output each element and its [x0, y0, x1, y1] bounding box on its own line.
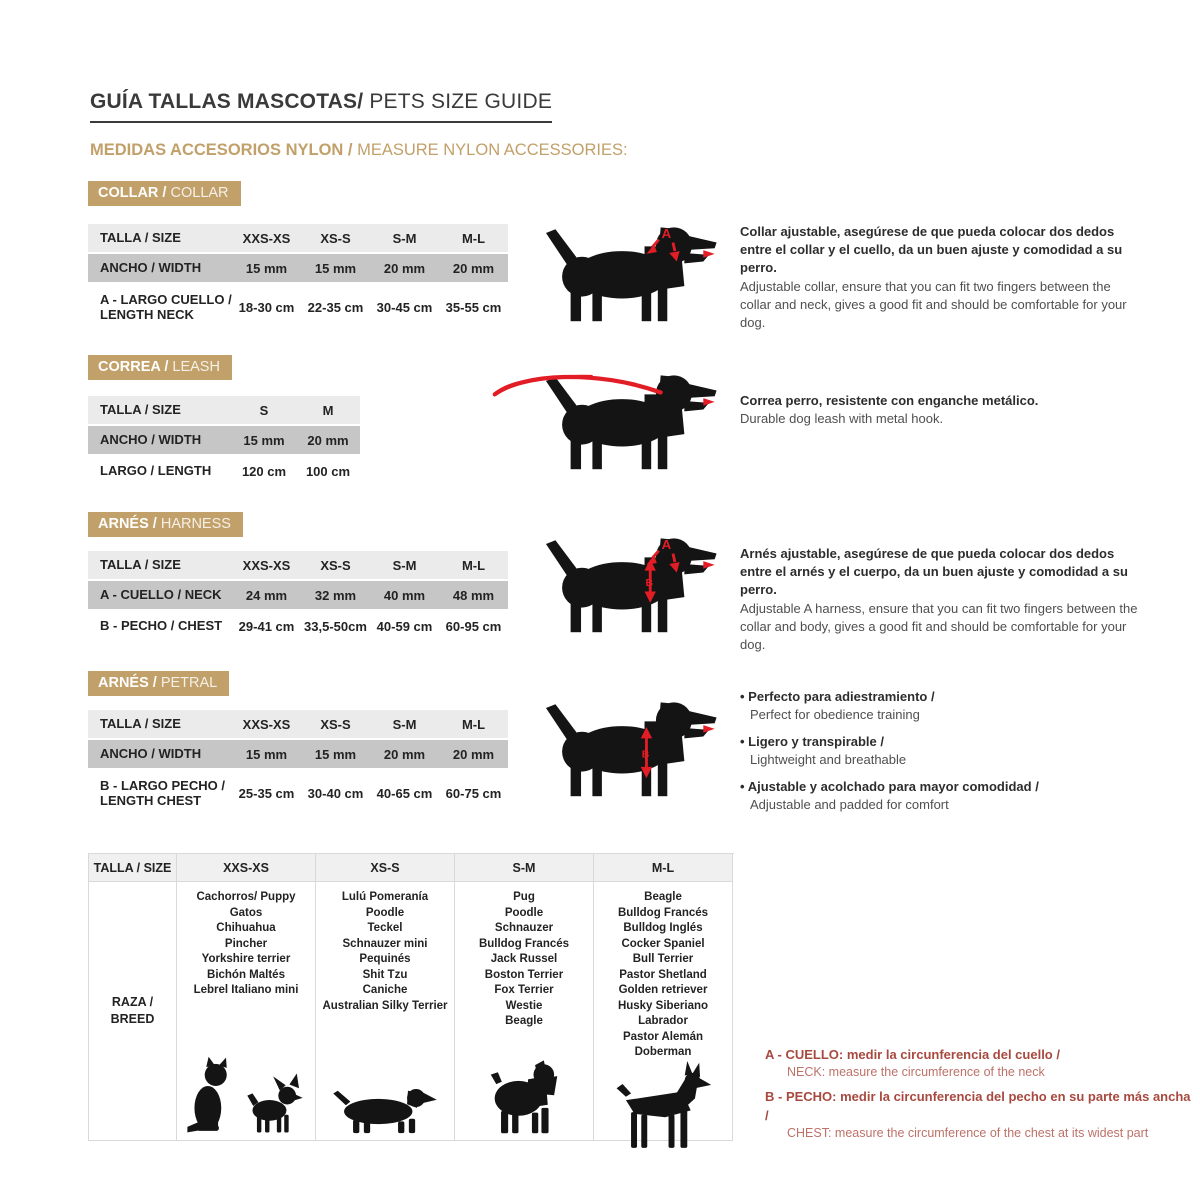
column-header: TALLA / SIZE — [100, 557, 181, 573]
silhouette-group — [333, 1080, 437, 1134]
breed-list — [322, 890, 447, 1014]
column-header: TALLA / SIZE — [100, 716, 181, 732]
leash-table-header-row — [88, 396, 360, 426]
collar-badge-en: COLLAR — [170, 185, 229, 201]
dog-petral-measure-icon — [488, 691, 730, 800]
chihuahua-silhouette-icon — [244, 1072, 306, 1134]
neck-measure-a-label: A — [661, 536, 672, 552]
leash-length-row — [88, 456, 360, 488]
collar-desc-es: Collar ajustable, asegúrese de que pueda colocar dos dedos entre el collar y el cuello, da un buen ajuste y comodidad a su perro. — [740, 224, 1123, 276]
feature-es: • Ajustable y acolchado para mayor comodidad / — [740, 778, 1160, 796]
table-value: 33,5-50cm — [304, 618, 367, 634]
row-label: ANCHO / WIDTH — [100, 260, 202, 276]
breed-item: Cachorros/ Puppy — [196, 891, 296, 903]
breed-item: Jack Russel — [490, 953, 558, 966]
page-subtitle — [90, 141, 628, 160]
feature-es: • Ligero y transpirable / — [740, 733, 1160, 751]
table-value: 20 mm — [452, 260, 495, 276]
note-item — [765, 1088, 1195, 1143]
collar-neck-row — [88, 284, 508, 332]
column-header: M-L — [594, 854, 733, 882]
collar-badge-es: COLLAR / — [98, 185, 171, 201]
table-value: 20 mm — [307, 432, 349, 448]
column-header: XS-S — [320, 230, 351, 246]
breed-list — [618, 890, 708, 1061]
table-value: 30-40 cm — [307, 785, 364, 801]
table-value: 15 mm — [314, 260, 357, 276]
breed-item: Cocker Spaniel — [621, 937, 705, 950]
breed-item: Poodle — [365, 906, 405, 919]
breed-item: Husky Siberiano — [617, 999, 709, 1012]
row-label: A - LARGO CUELLO / LENGTH NECK — [100, 291, 232, 322]
harness-table — [88, 551, 508, 643]
table-value: 48 mm — [452, 587, 495, 603]
breed-item: Chihuahua — [216, 922, 276, 935]
feature-en: Perfect for obedience training — [750, 706, 920, 722]
leash-section-badge — [88, 355, 232, 380]
table-value: 40 mm — [383, 587, 426, 603]
breed-list — [479, 890, 569, 1030]
table-value: 32 mm — [314, 587, 357, 603]
note-es: B - PECHO: medir la circunferencia del pecho en su parte más ancha / — [765, 1089, 1191, 1123]
harness-badge-es: ARNÉS / — [98, 516, 161, 532]
breed-item: Fox Terrier — [494, 984, 554, 997]
feature-es: • Perfecto para adiestramiento / — [740, 688, 1160, 706]
column-header: XXS-XS — [242, 230, 291, 246]
harness-table-header-row — [88, 551, 508, 581]
doberman-silhouette-icon — [610, 1061, 716, 1153]
collar-table-header-row — [88, 224, 508, 254]
petral-section-badge — [88, 671, 229, 696]
dog-collar-measure-icon — [488, 216, 730, 325]
table-value: 20 mm — [383, 260, 426, 276]
harness-desc-en: Adjustable A harness, ensure that you can fit two fingers between the collar and body, gives a good fit and should be comfortable for your dog. — [740, 600, 1138, 652]
table-value: 15 mm — [243, 432, 285, 448]
table-value: 15 mm — [245, 260, 288, 276]
table-value: 120 cm — [241, 463, 287, 479]
column-header: XS-S — [316, 854, 455, 882]
table-value: 40-59 cm — [376, 618, 433, 634]
page-title-en: PETS SIZE GUIDE — [363, 90, 553, 114]
collar-width-row — [88, 254, 508, 284]
petral-feature-list — [740, 688, 1160, 823]
column-header: TALLA / SIZE — [89, 854, 177, 882]
leash-desc-en: Durable dog leash with metal hook. — [740, 411, 944, 427]
leash-table — [88, 396, 360, 488]
breed-item: Doberman — [634, 1046, 692, 1059]
harness-badge-en: HARNESS — [160, 516, 231, 532]
chest-measure-b-label: B — [645, 577, 654, 589]
column-header: XXS-XS — [242, 557, 291, 573]
row-label: LARGO / LENGTH — [100, 463, 212, 479]
column-header: S-M — [392, 230, 417, 246]
note-en: CHEST: measure the circumference of the chest at its widest part — [787, 1126, 1149, 1141]
feature-en: Lightweight and breathable — [750, 751, 907, 767]
page-title-es: GUÍA TALLAS MASCOTAS/ — [90, 90, 364, 114]
petral-width-row — [88, 740, 508, 770]
row-label: B - PECHO / CHEST — [100, 618, 223, 634]
collar-desc-en: Adjustable collar, ensure that you can fit two fingers between the collar and neck, gives a good fit and should be comfortable for your dog. — [740, 278, 1127, 330]
petral-badge-es: ARNÉS / — [98, 675, 161, 691]
petral-table-header-row — [88, 710, 508, 740]
breed-item: Westie — [505, 999, 543, 1012]
breed-item: Teckel — [367, 922, 403, 935]
harness-section-badge — [88, 512, 243, 537]
column-header: S — [259, 402, 269, 418]
note-item — [765, 1046, 1195, 1082]
breed-item: Pastor Alemán — [622, 1030, 704, 1043]
table-value: 15 mm — [245, 746, 288, 762]
leash-badge-en: LEASH — [172, 359, 220, 375]
breed-list — [194, 890, 299, 999]
leash-description — [740, 392, 1142, 428]
table-value: 24 mm — [245, 587, 288, 603]
harness-neck-row — [88, 581, 508, 611]
breed-item: Gatos — [229, 906, 263, 919]
leash-badge-es: CORREA / — [98, 359, 173, 375]
breed-item: Australian Silky Terrier — [322, 999, 448, 1012]
column-header: S-M — [392, 716, 417, 732]
breed-item: Caniche — [362, 984, 408, 997]
breed-item: Labrador — [638, 1015, 688, 1028]
collar-table — [88, 224, 508, 332]
table-value: 29-41 cm — [238, 618, 295, 634]
breed-item: Poodle — [504, 906, 544, 919]
row-label: ANCHO / WIDTH — [100, 432, 202, 448]
column-header: XXS-XS — [242, 716, 291, 732]
page-title — [90, 90, 552, 123]
harness-chest-row — [88, 611, 508, 643]
petral-table — [88, 710, 508, 818]
table-value: 100 cm — [305, 463, 351, 479]
dog-harness-measure-icon — [488, 527, 730, 636]
table-value: 22-35 cm — [307, 299, 364, 315]
collar-section-badge — [88, 181, 241, 206]
breed-cell-m-l — [594, 882, 733, 1141]
breed-item: Bulldog Francés — [478, 937, 570, 950]
leash-desc-es: Correa perro, resistente con enganche metálico. — [740, 393, 1039, 408]
table-value: 25-35 cm — [238, 785, 295, 801]
table-value: 60-75 cm — [445, 785, 502, 801]
dog-leash-icon — [488, 364, 730, 473]
table-value: 30-45 cm — [376, 299, 433, 315]
cat-silhouette-icon — [186, 1056, 236, 1134]
silhouette-group — [610, 1061, 716, 1153]
page-subtitle-en: MEASURE NYLON ACCESSORIES: — [357, 141, 628, 159]
chest-measure-b-label: B — [641, 749, 650, 761]
column-header: M-L — [461, 230, 486, 246]
breed-item: Pincher — [224, 937, 268, 950]
feature-item — [740, 733, 1160, 768]
row-label: ANCHO / WIDTH — [100, 746, 202, 762]
breed-item: Bichón Maltés — [207, 968, 285, 981]
feature-item — [740, 688, 1160, 723]
neck-measure-a-label: A — [661, 225, 672, 241]
breed-item: Golden retriever — [618, 984, 708, 997]
petral-chest-row — [88, 770, 508, 818]
table-value: 15 mm — [314, 746, 357, 762]
breed-item: Schnauzer — [494, 922, 554, 935]
note-es: A - CUELLO: medir la circunferencia del cuello / — [765, 1047, 1060, 1062]
breed-row-label: RAZA / BREED — [89, 882, 177, 1141]
column-header: TALLA / SIZE — [100, 230, 181, 246]
table-value: 35-55 cm — [445, 299, 502, 315]
table-value: 60-95 cm — [445, 618, 502, 634]
harness-desc-es: Arnés ajustable, asegúrese de que pueda colocar dos dedos entre el arnés y el cuerpo, da un buen ajuste y comodidad a su perro. — [740, 546, 1128, 598]
row-label: B - LARGO PECHO / LENGTH CHEST — [100, 777, 225, 808]
table-value: 20 mm — [383, 746, 426, 762]
leash-red-line — [495, 376, 661, 394]
silhouette-group — [186, 1056, 306, 1134]
harness-description — [740, 545, 1142, 654]
breed-item: Beagle — [644, 891, 682, 903]
breed-item: Pastor Shetland — [619, 968, 707, 981]
schnauzer-silhouette-icon — [481, 1054, 567, 1134]
row-label: A - CUELLO / NECK — [100, 587, 222, 603]
table-value: 20 mm — [452, 746, 495, 762]
dachshund-silhouette-icon — [333, 1080, 437, 1134]
breed-item: Bulldog Francés — [617, 906, 709, 919]
collar-description — [740, 223, 1142, 332]
table-value: 40-65 cm — [376, 785, 433, 801]
petral-badge-en: PETRAL — [160, 675, 218, 691]
breed-item: Beagle — [505, 1015, 543, 1028]
breed-item: Bulldog Inglés — [623, 922, 703, 935]
column-header: S-M — [455, 854, 594, 882]
column-header: XXS-XS — [177, 854, 316, 882]
page-subtitle-es: MEDIDAS ACCESORIOS NYLON / — [90, 141, 358, 159]
table-value: 18-30 cm — [238, 299, 295, 315]
column-header: M — [322, 402, 334, 418]
breed-cell-xs-s — [316, 882, 455, 1141]
column-header: TALLA / SIZE — [100, 402, 181, 418]
breed-item: Shit Tzu — [362, 968, 408, 981]
breed-item: Bull Terrier — [632, 953, 694, 966]
breed-size-table — [88, 853, 734, 1141]
breed-cell-s-m — [455, 882, 594, 1141]
silhouette-group — [481, 1054, 567, 1134]
breed-item: Lebrel Italiano mini — [193, 984, 299, 997]
leash-width-row — [88, 426, 360, 456]
column-header: M-L — [461, 716, 486, 732]
column-header: S-M — [392, 557, 417, 573]
note-en: NECK: measure the circumference of the neck — [787, 1065, 1045, 1080]
column-header: M-L — [461, 557, 486, 573]
feature-en: Adjustable and padded for comfort — [750, 796, 949, 812]
column-header: XS-S — [320, 557, 351, 573]
breed-item: Pug — [513, 891, 535, 903]
measurement-notes — [765, 1046, 1195, 1149]
breed-item: Boston Terrier — [484, 968, 564, 981]
breed-item: Lulú Pomeranía — [341, 891, 429, 903]
breed-item: Pequinés — [359, 953, 411, 966]
breed-cell-xxs-xs — [177, 882, 316, 1141]
breed-item: Yorkshire terrier — [201, 953, 291, 966]
feature-item — [740, 778, 1160, 813]
column-header: XS-S — [320, 716, 351, 732]
breed-item: Schnauzer mini — [342, 937, 428, 950]
